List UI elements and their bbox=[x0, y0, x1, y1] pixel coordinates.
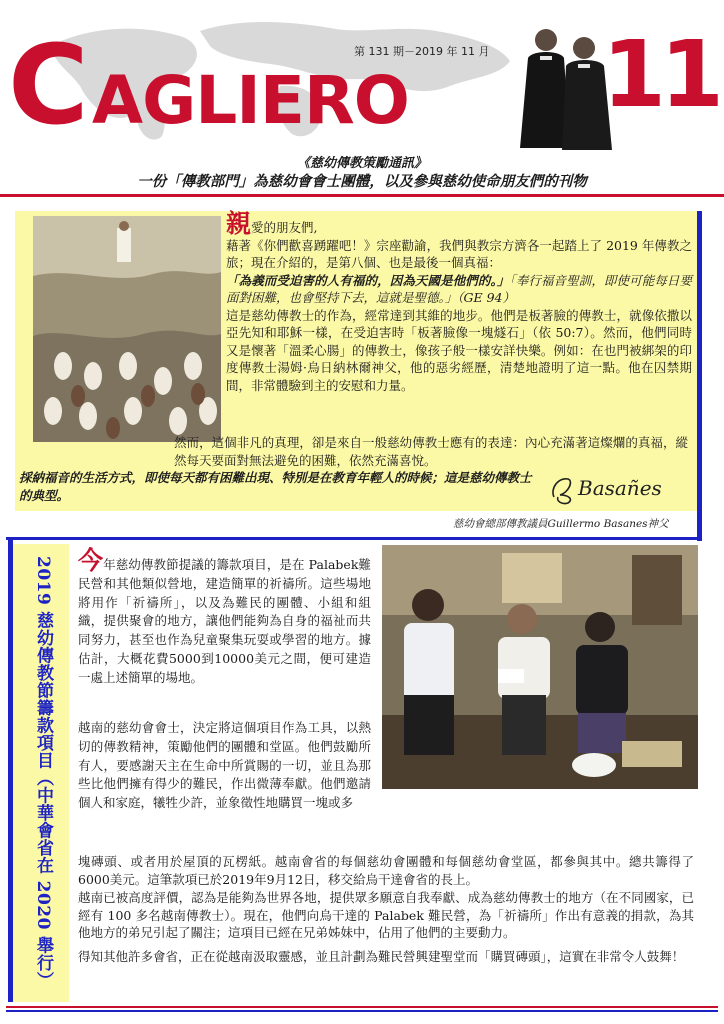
letter-intro: 藉著《你們歡喜踴躍吧！》宗座勸諭，我們與教宗方濟各一起踏上了 2019 年傳教之旅；現在介紹的，是第八個、也是最後一個真福： bbox=[226, 237, 692, 270]
signature bbox=[548, 471, 678, 507]
letter-section-border bbox=[697, 211, 702, 541]
letter-highlight: 採納福音的生活方式，即使每天都有困難出現、特別是在教育年輕人的時候；這是慈幼傳教士的典型。 bbox=[19, 470, 532, 503]
signature-caption: 慈幼會總部傳教議員Guillermo Basanes神父 bbox=[453, 518, 669, 530]
newsletter-subtitle: 《慈幼傳教策勵通訊》 bbox=[296, 156, 427, 171]
masthead-title-rest: AGLIERO bbox=[92, 62, 409, 139]
signature-text: Basañes bbox=[578, 476, 662, 500]
letter-body: 這是慈幼傳教士的作為，經常達到其維的地步。他們是板著臉的傳教士，就像依撒以亞先知和耶穌一樣，在受迫害時「板著臉像一塊燧石」（依 50:7）。然而，他們同時又是懷著「溫柔心腸」的傳教士，像孩子般一樣安詳快樂。例如：在也門被綁架的印度傳教士湯姆·烏日納林爾神父，他的惡劣經歷，清楚地證明了這一點。他在囚禁期間，非常體驗到主的安慰和力量。 bbox=[226, 307, 692, 393]
masthead-title-initial: C bbox=[8, 21, 85, 149]
masthead bbox=[0, 0, 724, 190]
dropcap: 親 bbox=[226, 209, 252, 238]
project-paragraph-1 bbox=[78, 546, 371, 688]
project-paragraph-2-continued: 塊磚頭、或者用於屋頂的瓦楞紙。越南會省的每個慈幼會團體和每個慈幼會堂區，都參與其中。總共籌得了6000美元。這筆款項已於2019年9月12日，移交給烏干達會省的長上。 bbox=[78, 854, 694, 887]
donation-handover-photo bbox=[382, 545, 698, 789]
issue-info: 第 131 期－2019 年 11 月 bbox=[354, 45, 490, 58]
footer-red-rule bbox=[6, 1006, 718, 1008]
sermon-on-the-mount-painting bbox=[33, 216, 221, 442]
project-section-top-border bbox=[6, 537, 702, 540]
footer-blue-rule bbox=[6, 1010, 718, 1012]
gaudete-quote: 「奉行福音聖訓，即使可能每日要面對困難，也會堅持下去，這就是聖德。」（GE 94） bbox=[226, 272, 692, 305]
newsletter-description: 一份「傳教部門」為慈幼會會士團體，以及參與慈幼使命朋友們的刊物 bbox=[137, 173, 587, 190]
project-paragraph-3: 越南已被高度評價，認為是能夠為世界各地，提供眾多願意自我奉獻、成為慈幼傳教士的地方（在不同國家，已經有 100 多名越南傳教士）。現在，他們向烏干達的 Palabek 難民營，為「祈禱所」作出有意義的捐款，為其他地方的弟兄引起了關注；這項目已經在兄弟姊妹中，佔用了他們的主要動力。 bbox=[78, 890, 694, 940]
letter-paragraph-1 bbox=[226, 209, 692, 394]
greeting: 愛的朋友們, bbox=[251, 220, 318, 235]
beatitude-quote: 「為義而受迫害的人有福的，因為天國是他們的。」 bbox=[226, 272, 510, 288]
issue-number-large: 11 bbox=[602, 21, 719, 128]
project-paragraph-2: 越南的慈幼會會士，決定將這個項目作為工具，以熱切的傳教精神，策勵他們的團體和堂區。他們鼓勵所有人，要感謝天主在生命中所賞賜的一切，並且為那些比他們擁有得少的難民，作出微薄奉獻。他們邀請個人和家庭，犧牲少許，並象徵性地購買一塊或多 bbox=[78, 720, 371, 811]
letter-paragraph-2: 然而，這個非凡的真理，卻是來自一般慈幼傳教士應有的表達：內心充滿著這燦爛的真福，縱然每天要面對無法避免的困難，依然充滿喜悅。 bbox=[174, 435, 688, 468]
founders-portrait bbox=[512, 18, 616, 154]
project-intro: 年慈幼傳教節提議的籌款項目，是在 Palabek難民營和其他類似營地，建造簡單的祈禱所。這些場地將用作「祈禱所」，以及為難民的團體、小組和組織，提供聚會的地方，讓他們能夠為自身的福祉而共同努力，甚至也作為兒童聚集玩耍或學習的地方。據估計，大概花費5000到10000美元之間，便可建造一處上述簡單的場地。 bbox=[78, 557, 371, 685]
project-title: 2019 慈幼傳教節籌款項目（中華會省在 2020 舉行） bbox=[33, 556, 53, 989]
masthead-divider bbox=[0, 194, 724, 197]
project-dropcap: 今 bbox=[78, 546, 104, 575]
project-paragraph-4: 得知其他許多會省，正在從越南汲取靈感，並且計劃為難民營興建聖堂而「購買磚頭」，這實在非常令人鼓舞！ bbox=[78, 949, 685, 964]
